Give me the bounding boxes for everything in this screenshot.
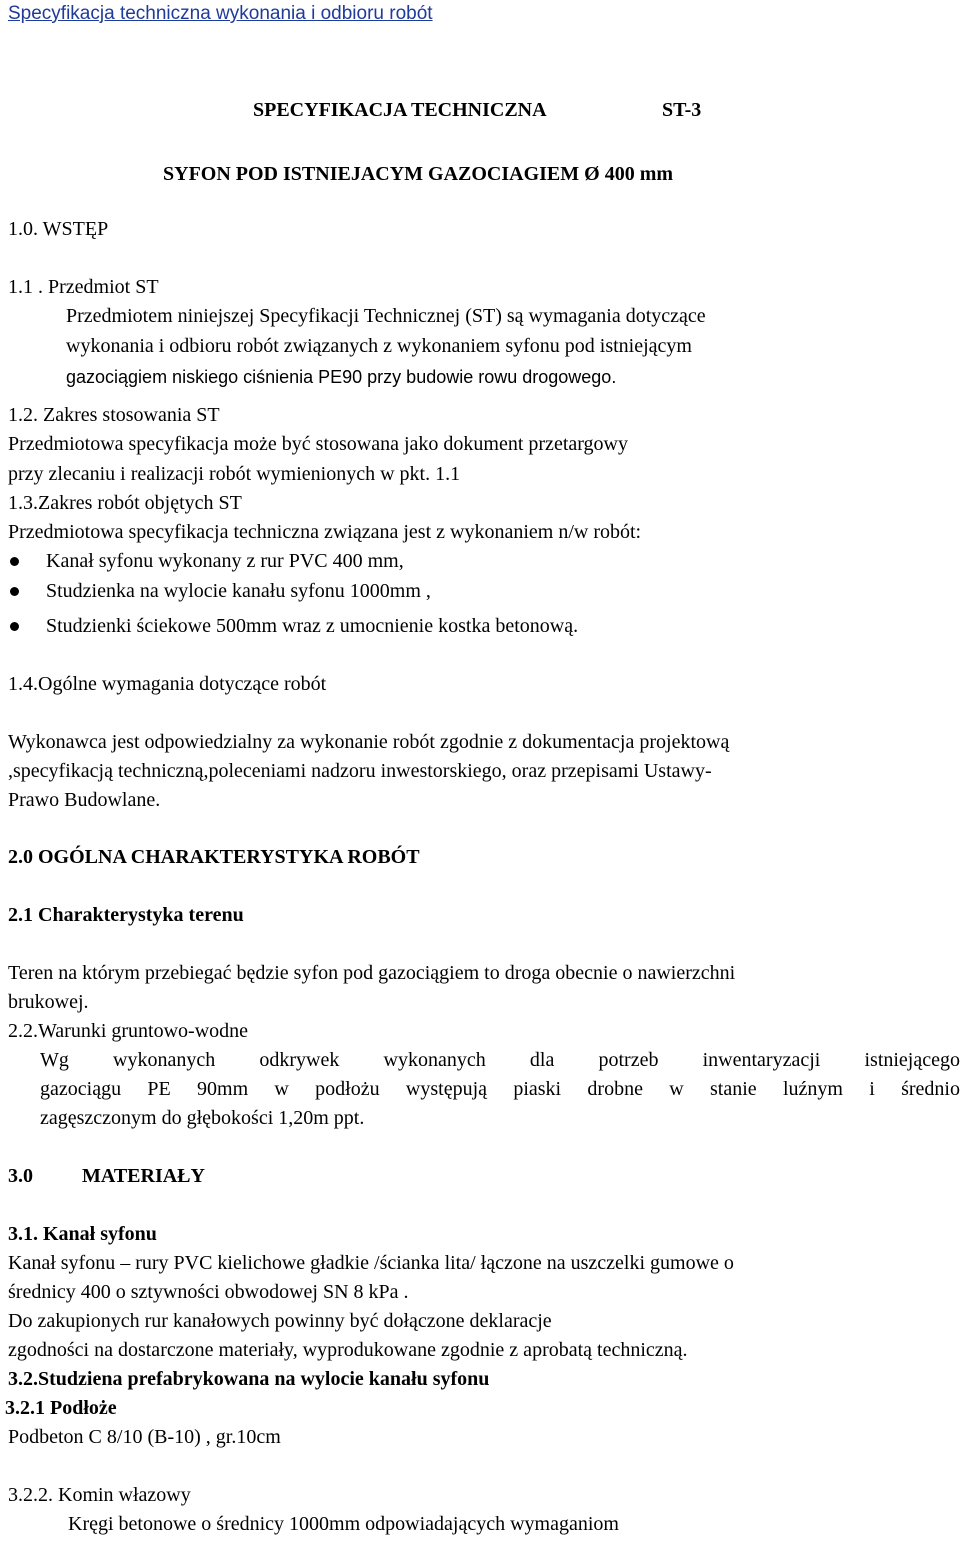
- spec-title: SPECYFIKACJA TECHNICZNA: [253, 99, 547, 121]
- section-2-2-heading: 2.2.Warunki gruntowo-wodne: [8, 1020, 249, 1042]
- section-2-1-heading: 2.1 Charakterystyka terenu: [8, 904, 244, 926]
- bullet-item: Studzienki ściekowe 500mm wraz z umocnienie kostka betonową.: [46, 615, 579, 637]
- section-1-0-heading: 1.0. WSTĘP: [8, 218, 109, 240]
- spec-code: ST-3: [662, 99, 702, 121]
- bullet-icon: [10, 587, 19, 596]
- section-3-2-heading: 3.2.Studziena prefabrykowana na wylocie kanału syfonu: [8, 1368, 490, 1390]
- section-1-1-line: wykonania i odbioru robót związanych z wykonaniem syfonu pod istniejącym: [66, 335, 692, 357]
- section-1-1-heading: 1.1 . Przedmiot ST: [8, 276, 159, 298]
- section-1-4-line: ,specyfikacją techniczną,poleceniami nadzoru inwestorskiego, oraz przepisami Ustawy-: [8, 760, 712, 782]
- section-2-1-line: brukowej.: [8, 991, 89, 1013]
- section-1-4-line: Prawo Budowlane.: [8, 789, 161, 811]
- section-2-0-heading: 2.0 OGÓLNA CHARAKTERYSTYKA ROBÓT: [8, 846, 420, 868]
- section-1-3-heading: 1.3.Zakres robót objętych ST: [8, 492, 242, 514]
- section-1-4-line: Wykonawca jest odpowiedzialny za wykonanie robót zgodnie z dokumentacja projektową: [8, 731, 730, 753]
- section-2-2-line: Wg wykonanych odkrywek wykonanych dla potrzeb inwentaryzacji istniejącego: [40, 1049, 960, 1071]
- section-2-1-line: Teren na którym przebiegać będzie syfon pod gazociągiem to droga obecnie o nawierzchni: [8, 962, 736, 984]
- section-3-1-line: zgodności na dostarczone materiały, wyprodukowane zgodnie z aprobatą techniczną.: [8, 1339, 688, 1361]
- section-2-2-line: zagęszczonym do głębokości 1,20m ppt.: [40, 1107, 365, 1129]
- section-3-1-line: średnicy 400 o sztywności obwodowej SN 8 kPa .: [8, 1281, 409, 1303]
- section-3-1-heading: 3.1. Kanał syfonu: [8, 1223, 157, 1245]
- section-3-0-title: MATERIAŁY: [82, 1165, 205, 1187]
- section-1-3-intro: Przedmiotowa specyfikacja techniczna związana jest z wykonaniem n/w robót:: [8, 521, 642, 543]
- section-3-2-2-heading: 3.2.2. Komin włazowy: [8, 1484, 191, 1506]
- spec-subtitle: SYFON POD ISTNIEJACYM GAZOCIAGIEM Ø 400 mm: [163, 163, 674, 185]
- section-3-2-2-line: Kręgi betonowe o średnicy 1000mm odpowiadających wymaganiom: [68, 1513, 619, 1535]
- section-3-0-number: 3.0: [8, 1165, 33, 1187]
- bullet-item: Kanał syfonu wykonany z rur PVC 400 mm,: [46, 550, 404, 572]
- section-1-4-heading: 1.4.Ogólne wymagania dotyczące robót: [8, 673, 327, 695]
- bullet-icon: [10, 622, 19, 631]
- section-1-2-line: przy zlecaniu i realizacji robót wymienionych w pkt. 1.1: [8, 463, 461, 485]
- section-2-2-line: gazociągu PE 90mm w podłożu występują piaski drobne w stanie luźnym i średnio: [40, 1078, 960, 1100]
- section-1-1-line: Przedmiotem niniejszej Specyfikacji Technicznej (ST) są wymagania dotyczące: [66, 305, 706, 327]
- bullet-item: Studzienka na wylocie kanału syfonu 1000mm ,: [46, 580, 431, 602]
- section-1-1-line: gazociągiem niskiego ciśnienia PE90 przy budowie rowu drogowego.: [66, 367, 617, 387]
- section-3-2-1-line: Podbeton C 8/10 (B-10) , gr.10cm: [8, 1426, 281, 1448]
- section-3-1-line: Do zakupionych rur kanałowych powinny być dołączone deklaracje: [8, 1310, 552, 1332]
- section-3-2-1-heading: 3.2.1 Podłoże: [5, 1397, 117, 1419]
- page-header: Specyfikacja techniczna wykonania i odbioru robót: [8, 3, 433, 24]
- section-1-2-line: Przedmiotowa specyfikacja może być stosowana jako dokument przetargowy: [8, 433, 628, 455]
- section-3-1-line: Kanał syfonu – rury PVC kielichowe gładkie /ścianka lita/ łączone na uszczelki gumowe o: [8, 1252, 734, 1274]
- section-1-2-heading: 1.2. Zakres stosowania ST: [8, 404, 220, 426]
- bullet-icon: [10, 557, 19, 566]
